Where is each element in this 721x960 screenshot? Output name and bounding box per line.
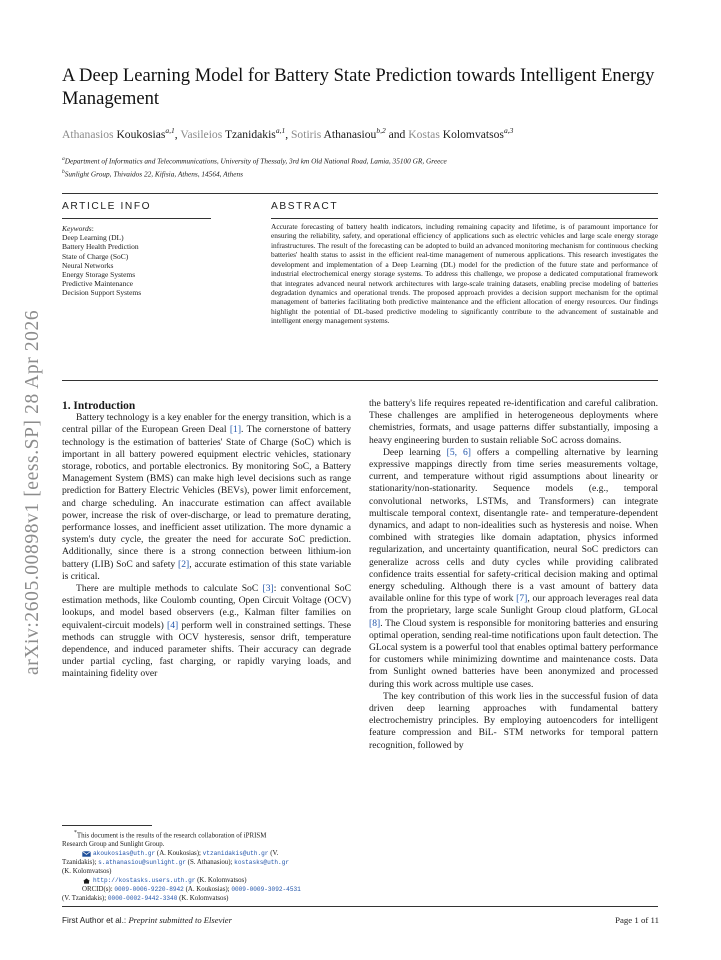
divider-footer <box>62 906 658 907</box>
divider-body <box>62 380 658 381</box>
author-list <box>62 126 672 141</box>
affiliation-a: $^a$Department of Informatics and Telecommunications, University of Thessaly, 3rd km Old National Road, Lamia, 35100 GR, Greece <box>62 156 447 166</box>
keyword: Deep Learning (DL) <box>62 233 124 243</box>
abstract-body: Accurate forecasting of battery health indicators, including remaining capacity and lifetime, is of paramount importance for ensuring the reliability, safety, and operational efficiency of applications such as electric vehicles and large scale energy storage infrastructures. The result of the forecasting can be adopted to build an advanced monitoring mechanism for continuous checking batteries' health status to assist in the efficient real-time management of numerous applications. This research investigates the development and implementation of a Deep Learning (DL) model for the prediction of the future state and performance of industrial electrochemical energy storage systems. To address this challenge, we propose a dedicated computational framework that integrates advanced neural network architectures with large-scale training datasets, enabling precise modeling of batteries degradation dynamics and operational trends. The proposed approach provides a decision support mechanism for the optimal management of batteries facilitating both predictive maintenance and the efficient allocation of energy resources. Our findings highlight the potential of DL-based predictive modeling to significantly contribute to the advancement of sustainable and intelligent energy management systems. <box>271 222 658 326</box>
citation-link[interactable]: [3] <box>262 583 274 595</box>
citation-link[interactable]: [1] <box>229 424 242 436</box>
affiliations <box>62 154 672 180</box>
right-column <box>369 398 658 752</box>
orcid-link[interactable]: 0009-0009-3092-4531 <box>231 886 301 894</box>
footnote-url: http://kostasks.users.uth.gr (K. Kolomvatsos) <box>62 876 352 885</box>
author: Vasileios Tzanidakis$^{a,1}$, <box>180 126 291 141</box>
keywords-label: Keywords: <box>62 224 94 233</box>
citation-link[interactable]: [5, 6] <box>446 446 471 458</box>
paragraph: Battery technology is a key enabler for the energy transition, which is a central pillar of the European Green Deal [1]. The cornerstone of battery technology is the estimation of batteries' State of Charge (SoC) which is important in all battery powered equipment electric vehicles, stationary storage, robotics, and portable electronics. By monitoring SoC, a Battery Management System (BMS) can make high level decisions such as range prediction for Battery Electric Vehicles (BEVs), power limit enforcement, and charge scheduling. An inaccurate estimation can affect available power, increase the risk of over-discharge, or lead to premature derating, performance losses, and inefficient asset utilization. The more dynamic a system's duty cycle, the greater the need for accurate SoC prediction. Additionally, since there is a strong connection between lithium-ion battery (LIB) SoC and safety [2], accurate estimation of this state variable is critical. <box>62 412 351 582</box>
author: Kostas Kolomvatsos$^{a,3}$ <box>408 126 514 141</box>
orcid-link[interactable]: 0000-0002-9442-3340 <box>107 895 178 903</box>
author: Athanasios Koukosias$^{a,1}$, <box>62 126 181 141</box>
citation-link[interactable]: [4] <box>167 619 179 631</box>
divider-article-info <box>62 218 211 219</box>
email-link[interactable]: akoukosias@uth.gr <box>93 850 156 858</box>
keyword: Decision Support Systems <box>62 288 142 298</box>
section-heading-introduction: 1. Introduction <box>62 400 136 412</box>
footnote-orcid-cont: (V. Tzanidakis); 0000-0002-9442-3340 (K. Kolomvatsos) <box>62 895 229 903</box>
left-column <box>62 400 351 681</box>
divider-abstract <box>271 218 658 219</box>
orcid-link[interactable]: 0009-0006-9220-8942 <box>114 886 184 894</box>
footnote-1: *This document is the results of the research collaboration of iPRISM <box>74 830 267 840</box>
keyword: Battery Health Prediction <box>62 242 139 252</box>
footnote-emails-cont: Tzanidakis); s.athanasiou@sunlight.gr (S. Athanasiou); kostasks@uth.gr <box>62 859 290 867</box>
affiliation-b: $^b$Sunlight Group, Thivaidos 22, Kifisia, Athens, 14564, Athens <box>62 169 243 179</box>
email-link[interactable]: s.athanasiou@sunlight.gr <box>98 859 186 867</box>
abstract-heading: ABSTRACT <box>271 201 339 212</box>
arxiv-identifier: arXiv:2605.00898v1 [eess.SP] 28 Apr 2026 <box>22 309 43 675</box>
footnote-emails-cont: (K. Kolomvatsos) <box>62 868 112 876</box>
footnotes <box>62 829 352 903</box>
footnote-1-cont: Research Group and Sunlight Group. <box>62 841 165 849</box>
paragraph: Deep learning [5, 6] offers a compelling alternative by learning expressive mappings directly from time series measurements voltage, current, and temperature without rigid assumptions about linearity or stationarity/non-stationarity. Sequence models (e.g., temporal convolutional networks, LSTMs, and Transformers) can integrate multiscale temporal context, disentangle rate- and temperature-dependent dynamics, and adapt to non-idealities such as hysteresis and noise. When combined with strategies like domain adaptation, physics informed regularization, and uncertainty quantification, neural SoC predictors can generalize across cells and duty cycles while providing calibrated confidence traits essential for safety-critical decision making and optimal energy scheduling. Although there is a vast amount of battery data available online for this type of work [7], our approach leverages real data from the proprietary, large scale Sunlight Group cloud platform, GLocal [8]. The Cloud system is responsible for monitoring batteries and ensuring optimal operation, sending real-time notifications upon fault detection. The GLocal system is a powerful tool that enables optimal battery performance for customers while minimizing downtime and maintenance costs. Data from Sunlight owned batteries have been anonymized and processed during this work across multiple use cases. <box>369 446 658 690</box>
citation-link[interactable]: [2] <box>178 558 190 570</box>
paragraph: The key contribution of this work lies in the successful fusion of data driven deep learning approaches with fundamental battery electrochemistry principles. By employing autoencoders for intelligent feature compression and BiL- STM networks for temporal pattern recognition, followed by <box>369 690 658 751</box>
citation-link[interactable]: [7] <box>516 593 528 605</box>
keyword: Predictive Maintenance <box>62 279 134 289</box>
article-info-heading: ARTICLE INFO <box>62 201 152 212</box>
paragraph: There are multiple methods to calculate SoC [3]: conventional SoC estimation methods, like Coulomb counting, Open Circuit Voltage (OCV) lookups, and model based observers (e.g., Kalman filter families on equivalent-circuit models) [4] perform well in constrained settings. These methods can struggle with OCV hysteresis, sensor drift, temperature dependence, and induced parameter shifts. Their accuracy can degrade under partial cycling, fast charging, or rapidly varying loads, and maintaining fidelity over <box>62 583 352 680</box>
page-number: Page 1 of 11 <box>615 915 659 925</box>
keyword: State of Charge (SoC) <box>62 251 129 261</box>
paper-title: A Deep Learning Model for Battery State Prediction towards Intelligent Energy Management <box>62 65 655 109</box>
citation-link[interactable]: [8] <box>369 617 381 629</box>
email-icon <box>82 851 91 857</box>
email-link[interactable]: kostasks@uth.gr <box>234 859 290 867</box>
paragraph: the battery's life requires repeated re-identification and careful calibration. These challenges are amplified in heterogeneous deployments where chemistries, formats, and usage patterns differ substantially, imposing a heavy engineering burden to sustain reliable SoC across domains. <box>369 398 658 446</box>
divider-top <box>62 193 658 194</box>
keyword: Neural Networks <box>62 260 114 270</box>
email-link[interactable]: vtzanidakis@uth.gr <box>202 850 269 858</box>
footnote-orcid: ORCID(s): 0009-0006-9220-8942 (A. Koukosias); 0009-0009-3092-4531 <box>82 886 301 894</box>
footnote-emails: akoukosias@uth.gr (A. Koukosias); vtzanidakis@uth.gr (V. <box>62 849 352 858</box>
running-footer: First Author et al.: Preprint submitted to Elsevier <box>62 915 232 925</box>
author: Sotiris Athanasiou$^{b,2}$ and <box>290 126 409 141</box>
keywords-block <box>62 224 242 298</box>
keyword: Energy Storage Systems <box>62 270 136 280</box>
homepage-link[interactable]: http://kostasks.users.uth.gr <box>93 877 196 885</box>
footnote-rule <box>62 825 152 826</box>
home-icon <box>82 878 91 884</box>
